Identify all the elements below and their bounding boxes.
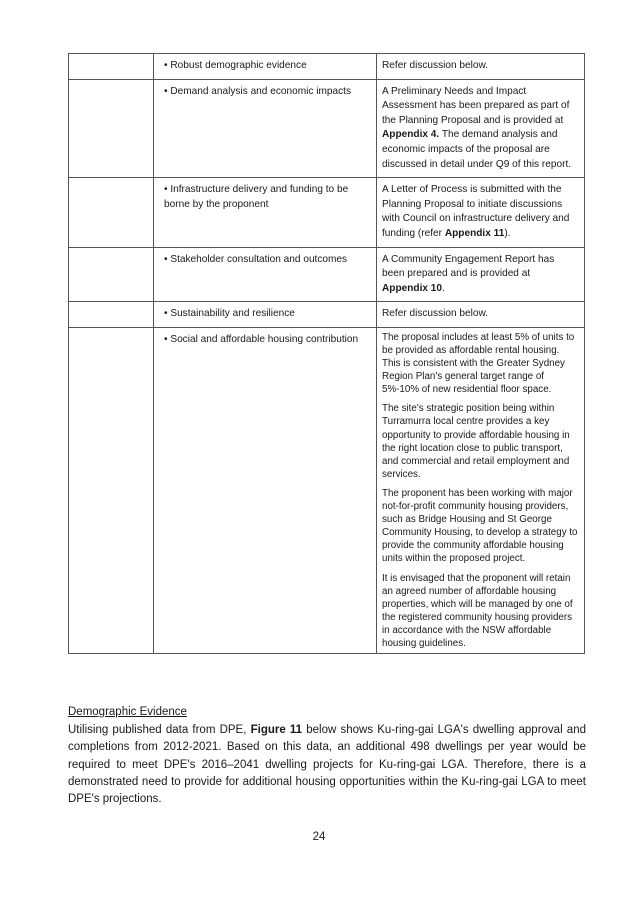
text-run: The demand analysis and economic impacts of the proposal are discussed in detail under Q9 of this report. bbox=[382, 129, 572, 170]
bold-reference: Appendix 4. bbox=[382, 129, 440, 141]
section-heading: Demographic Evidence bbox=[68, 706, 187, 718]
criterion-cell: • Demand analysis and economic impacts bbox=[154, 79, 377, 178]
text-run: The proposal includes at least 5% of units to be provided as affordable rental housing. This is consistent with the Greater Sydney Region Plan's general target range of 5%-10% of new residential floor space. bbox=[382, 331, 575, 396]
criterion-cell: • Infrastructure delivery and funding to be borne by the proponent bbox=[154, 178, 377, 247]
bold-reference: Figure 11 bbox=[250, 724, 303, 736]
response-cell bbox=[377, 79, 585, 178]
response-paragraph bbox=[382, 253, 578, 297]
text-run: . bbox=[442, 282, 445, 294]
response-cell bbox=[377, 327, 585, 653]
criterion-cell: • Sustainability and resilience bbox=[154, 302, 377, 328]
response-paragraph bbox=[382, 59, 578, 74]
text-run: The proponent has been working with major not-for-profit community housing providers, such as Bridge Housing and St George Community Housing, to develop a strategy to provide the community affordable housing units within the proposed project. bbox=[382, 487, 578, 565]
empty-category-cell bbox=[69, 54, 154, 80]
text-run: A Letter of Process is submitted with the Planning Proposal to initiate discussions with Council on infrastructure delivery and funding (refer bbox=[382, 184, 570, 239]
empty-category-cell bbox=[69, 302, 154, 328]
table-row bbox=[69, 79, 585, 178]
bold-reference: Appendix 10 bbox=[382, 282, 443, 294]
criterion-cell: • Stakeholder consultation and outcomes bbox=[154, 247, 377, 302]
response-paragraph bbox=[382, 402, 578, 481]
text-run: It is envisaged that the proponent will retain an agreed number of affordable housing properties, which will be managed by one of the registered community housing providers in accordance with the NSW affordable housing guidelines. bbox=[382, 572, 573, 649]
table-row bbox=[69, 178, 585, 247]
response-paragraph bbox=[382, 183, 578, 241]
response-paragraph bbox=[382, 307, 578, 322]
page-number: 24 bbox=[312, 831, 326, 843]
table-row bbox=[69, 327, 585, 653]
response-cell bbox=[377, 54, 585, 80]
text-run: Refer discussion below. bbox=[382, 308, 489, 320]
empty-category-cell bbox=[69, 327, 154, 653]
criteria-table bbox=[68, 53, 585, 654]
response-paragraph bbox=[382, 331, 578, 396]
text-run: ). bbox=[504, 227, 511, 239]
response-paragraph bbox=[382, 85, 578, 173]
section-body-paragraph bbox=[68, 722, 586, 808]
response-paragraph bbox=[382, 572, 578, 651]
text-run: below shows Ku-ring-gai LGA's dwelling approval and completions from 2012-2021. Based on this data, an additional 498 dwellings per year would be required to meet DPE's 2016–2041 dwelling projects for Ku-ring-gai LGA. Therefore, there is a demonstrated need to provide for additional housing opportunities within the Ku-ring-gai LGA to meet DPE's projections. bbox=[68, 724, 586, 806]
response-cell bbox=[377, 302, 585, 328]
text-run: Refer discussion below. bbox=[382, 60, 489, 71]
criterion-cell: • Social and affordable housing contribution bbox=[154, 327, 377, 653]
text-run: A Community Engagement Report has been prepared and is provided at bbox=[382, 253, 555, 280]
criteria-table-body bbox=[69, 54, 585, 654]
response-cell bbox=[377, 247, 585, 302]
empty-category-cell bbox=[69, 79, 154, 178]
response-paragraph bbox=[382, 487, 578, 566]
bold-reference: Appendix 11 bbox=[444, 227, 505, 239]
empty-category-cell bbox=[69, 247, 154, 302]
empty-category-cell bbox=[69, 178, 154, 247]
text-run: A Preliminary Needs and Impact Assessment has been prepared as part of the Planning Proposal and is provided at bbox=[382, 85, 570, 126]
response-cell bbox=[377, 178, 585, 247]
table-row bbox=[69, 54, 585, 80]
text-run: The site's strategic position being within Turramurra local centre provides a key opportunity to provide affordable housing in the right location close to public transport, and commercial and retail employment and services. bbox=[382, 403, 570, 480]
text-run: Utilising published data from DPE, bbox=[68, 724, 251, 736]
table-row bbox=[69, 247, 585, 302]
criterion-cell: • Robust demographic evidence bbox=[154, 54, 377, 80]
table-row bbox=[69, 302, 585, 328]
